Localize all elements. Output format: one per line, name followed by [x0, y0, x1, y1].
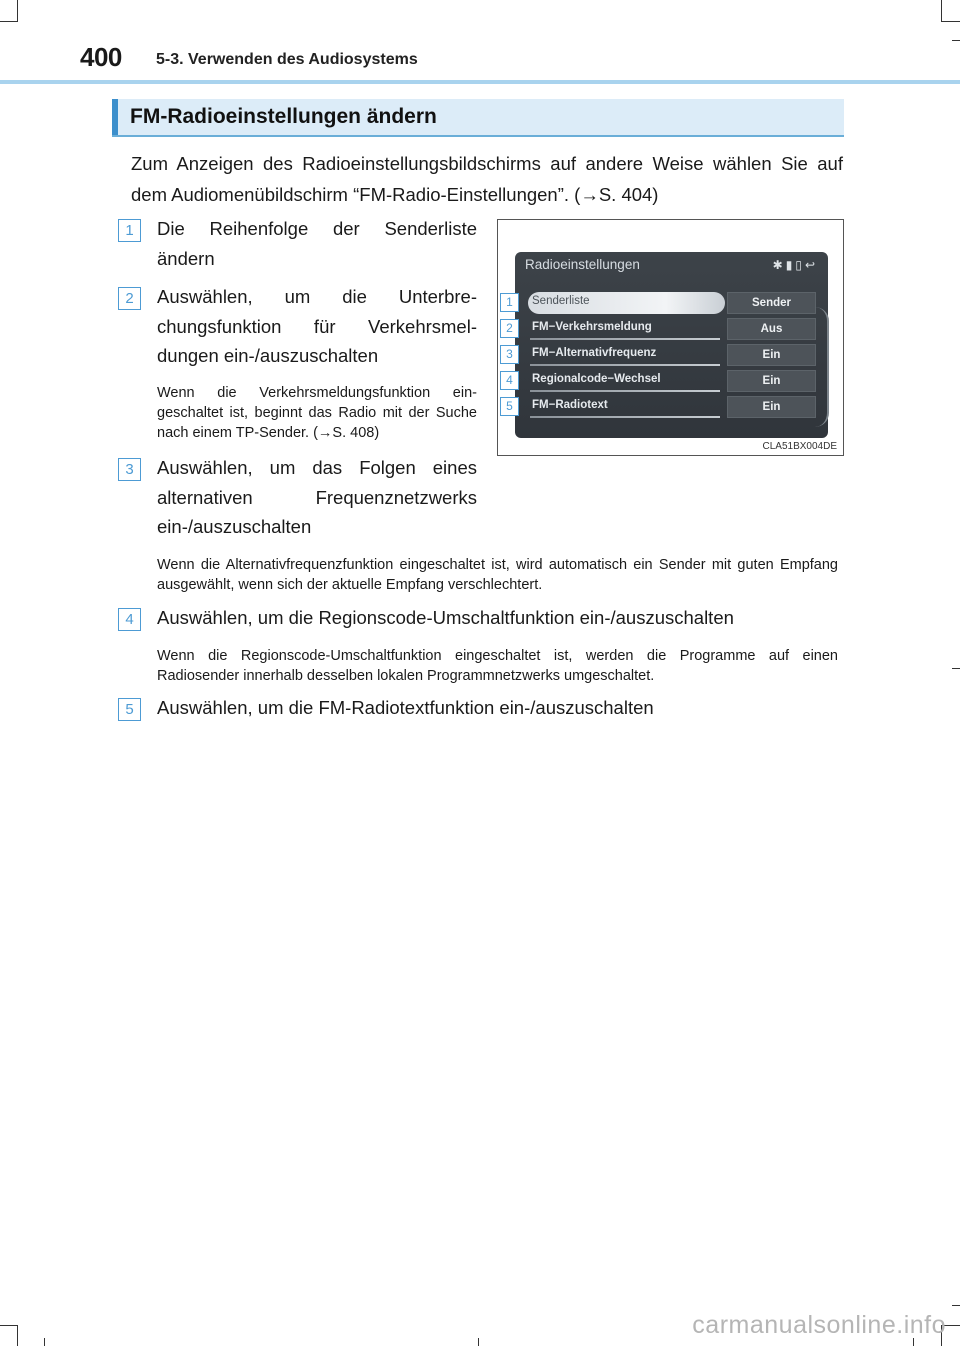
item-number: 1 — [118, 219, 141, 242]
figure-callout: 4 — [500, 371, 519, 390]
status-icons — [773, 258, 818, 272]
section-header — [112, 99, 844, 137]
row-label: Regionalcode−Wechsel — [532, 373, 661, 385]
item-note: Wenn die Regionscode-Umschaltfunktion eingeschaltet ist, werden die Programme auf einen Radiosender innerhalb desselben lokalen Programmnetzwerks umgeschaltet. — [157, 648, 838, 684]
watermark: carmanualsonline.info — [692, 1311, 946, 1339]
page-number: 400 — [80, 42, 122, 72]
figure-callout: 1 — [500, 293, 519, 312]
settings-row — [528, 318, 818, 340]
crop-mark — [17, 1325, 18, 1346]
item-note: Wenn die Alternativfrequenzfunktion eingeschaltet ist, wird automatisch ein Sender mit guten Empfang ausgewählt, wenn sich der aktuelle Empfang verschlechtert. — [157, 557, 838, 593]
crop-mark — [952, 668, 960, 669]
crop-mark — [941, 0, 942, 22]
crop-mark — [0, 1325, 18, 1326]
row-label: FM−Alternativfrequenz — [532, 347, 657, 359]
item-number: 5 — [118, 698, 141, 721]
scroll-indicator — [815, 307, 829, 427]
row-value: Ein — [727, 344, 816, 366]
item-number: 3 — [118, 458, 141, 481]
radio-settings-figure — [497, 219, 844, 456]
signal-icon: ▮ — [785, 258, 796, 272]
settings-row — [528, 396, 818, 418]
item-text: Die Reihenfolge der Senderliste ändern — [157, 218, 477, 269]
figure-callout: 2 — [500, 319, 519, 338]
item-number: 4 — [118, 608, 141, 631]
bluetooth-icon: ✱ — [772, 258, 786, 272]
crop-mark — [478, 1338, 479, 1346]
crop-mark — [952, 1305, 960, 1306]
intro-paragraph: Zum Anzeigen des Radioeinstellungsbildschirms auf andere Weise wählen Sie auf dem Audiomenübildschirm “FM-Radio-Einstellungen”. (→S. 404) — [131, 153, 843, 205]
row-underline — [530, 364, 720, 366]
row-value: Aus — [727, 318, 816, 340]
figure-code: CLA51BX004DE — [762, 441, 837, 452]
phone-icon: ▯ — [795, 258, 805, 272]
row-underline — [530, 416, 720, 418]
item-text: Auswählen, um die Regionscode-Umschaltfunktion ein-/auszuschalten — [157, 607, 734, 628]
item-text: Auswählen, um die FM-Radiotextfunktion ein-/auszuschalten — [157, 697, 654, 718]
figure-callout: 5 — [500, 397, 519, 416]
figure-callout: 3 — [500, 345, 519, 364]
crop-mark — [17, 0, 18, 22]
crop-mark — [952, 40, 960, 41]
item-text: Auswählen, um das Folgen eines alternativen Frequenznetzwerks ein-/auszuschalten — [157, 457, 477, 537]
item-note: Wenn die Verkehrsmeldungsfunktion eingeschaltet ist, beginnt das Radio mit der Suche nach einem TP-Sender. (→S. 408) — [157, 385, 477, 441]
row-value: Sender — [727, 292, 816, 314]
screen-title: Radioeinstellungen — [525, 257, 640, 272]
row-value: Ein — [727, 396, 816, 418]
radio-settings-screen — [515, 252, 828, 438]
row-label: FM−Verkehrsmeldung — [532, 321, 652, 333]
row-underline — [530, 390, 720, 392]
row-label: Senderliste — [532, 295, 590, 307]
section-accent — [112, 99, 118, 135]
crop-mark — [44, 1338, 45, 1346]
settings-row — [528, 292, 818, 314]
crop-mark — [941, 21, 960, 22]
item-number: 2 — [118, 287, 141, 310]
row-label: FM−Radiotext — [532, 399, 608, 411]
header-rule — [0, 80, 960, 84]
back-icon: ↩ — [804, 258, 818, 272]
chapter-title: 5-3. Verwenden des Audiosystems — [156, 51, 418, 68]
row-underline — [530, 338, 720, 340]
section-title: FM-Radioeinstellungen ändern — [130, 105, 437, 128]
crop-mark — [0, 21, 18, 22]
settings-row — [528, 344, 818, 366]
row-value: Ein — [727, 370, 816, 392]
item-text: Auswählen, um die Unterbrechungsfunktion für Verkehrsmeldungen ein-/auszuschalten — [157, 286, 477, 366]
settings-row — [528, 370, 818, 392]
